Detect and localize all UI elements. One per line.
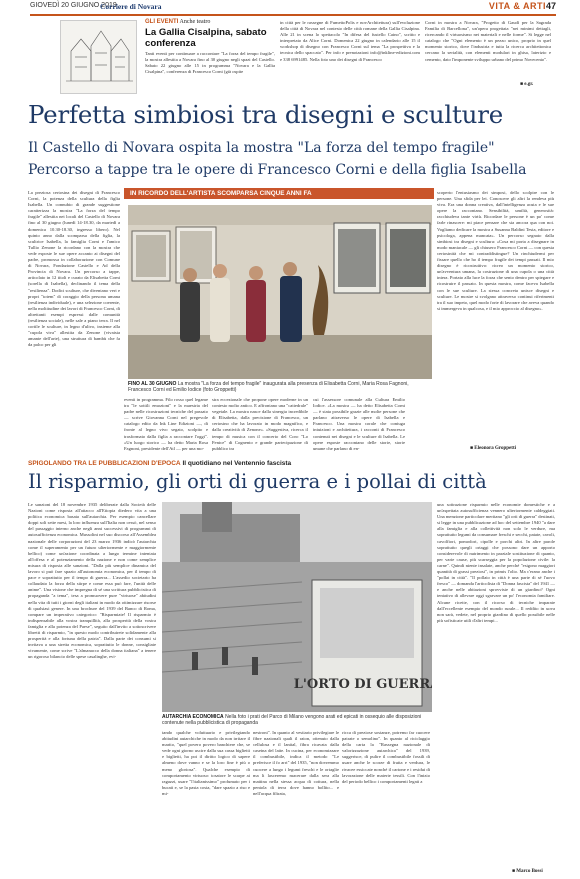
bottom-col3: nestroni". In quanto al vestiario privilegiare le fibre nazionali quali il raion, ottenuto dalla cellulosa e il lanital, fibra ricavata dalla caseina del latte. In cucina, per economizzare il combustibile, indica il metodo "Le preferisce il fo arri" del 1935, "non dovremmo cuocere a lungo i legumi freschi e le ortaglie ma li lasceremo macerare dalla sera alla mattina nella stessa acqua di cottura, nella pentola di terra dove hanno bollito... e nell'acqua filtrata, xyxy=(253,730,339,796)
newspaper-name: Corriere di Novara xyxy=(100,2,162,11)
top-story-col1: Tanti eventi per continuare a raccontare "La forza del tempo fragile", la mostra allestita a Novara fino al 30 giugno negli spazi del Castello. Sabato 22 giugno alle 15 in programma "Novara e la Gallia Cisalpina", conferenza di Francesco Corni (già ospite xyxy=(145,51,275,75)
signature-text: e.gr. xyxy=(524,82,534,87)
gaudi-drawing-image xyxy=(60,20,137,94)
bottom-headline: Il risparmio, gli orti di guerra e i pollai di città xyxy=(28,470,487,493)
kicker-text: Anche teatro xyxy=(179,19,211,25)
top-story-col3: Corni in mostra a Novara, "Progetto di Gaudí per la Sagrada Familia di Barcellona", un'opera progettata "nei minimi dettagli, ricercando il virtuosismo nei materiali e nelle forme". Si legge nel catalogo che "Ogni elemento è un pezzo unico, proprio in quel momento storico, dove l'industria e tutta la ricerca architettonica cercano la serialità, con elementi modulari in ghisa, laterizio e cemento, dato l'imponente sviluppo urbano del primo Novecento". xyxy=(425,20,551,62)
exhibition-photo-caption xyxy=(128,381,432,394)
main-col-b3: cui l'assessore comunale alla Cultura Emilio Iodice. «La mostra — ha detto Elisabetta Corni — è stata possibile grazie alle molte persone che parlano attraverso le opere di Isabella e Francesco. Una mostra corale che coniuga intuizioni e architettura, i racconti di Francesco contenuti nei disegni e le sculture di Isabella. Le opere esposte raccontano delle storie, storie umane che parlano di en- xyxy=(313,397,405,451)
bottom-col4: ricca di preziose sostanze, potremo far cuocere patrate o semolino". In quanto al riciclaggio della carta la "Rassegna nazionale di valorizzazione autarchica" del 1939, suggerisce, di pulire il combustibile fossili di usare anche le scorze di frutta e verdura, le rivacee essiccate nonché il cartone e i residui di lavorazione delle materie tessili. Con l'inizio del periodo bellico i comportamenti legati a xyxy=(342,730,430,784)
main-col-b1: eventi in programma. Filo rosso quel legame tra "le sottili emozioni" e la maestria del padre nelle ricostruzioni tecniche del passato — scrive Giovanna Corni nel pregevole catalogo edito da Ink Line Edizioni —, di fronte al legno vivo segato, scolpito e trasformato dalla figlia a raccontare l'oggi". «Un luogo storico — ha detto Maria Rosa Fagnoni, presidente dell'Atl — per una mo- xyxy=(124,397,208,451)
main-col-b2: stra eccezionale che propone opere moderne in un contesto molto antico. E affrontano una "cattedrale" vegetale. La mostra nasce dalla sinergia incredibile di Elisabetta, dalla precisione di Francesco, un certosino che ha lavorato in modo magnifico, e dalla creatività di Zenone». «Suggestiva, ricerca il tempo di musica con il concerto del Coro "Lo Fenice" di Cognento e grande partecipazione di pubblico tra xyxy=(212,397,308,451)
poster-title: L'ORTO DI GUERRA xyxy=(293,677,432,692)
main-subtitle-1: Il Castello di Novara ospita la mostra "La forza del tempo fragile" xyxy=(28,140,495,156)
top-story-title: La Gallia Cisalpina, sabato conferenza xyxy=(145,27,267,49)
main-subtitle-2: Percorso a tappe tra le opere di Francesco Corni e della figlia Isabella xyxy=(28,162,527,178)
top-story-signature: ■ e.gr. xyxy=(520,82,534,87)
caption-label: AUTARCHIA ECONOMICA xyxy=(162,714,224,720)
section-title: VITA & ARTI xyxy=(488,1,546,11)
main-col-right: scoperto l'entusiasmo dei simposi, dello scolpire con le persone. Una sfida per lei. Conoscere gli altri la rendeva più viva. Era una donna creativa, dall'intelligenza acuta e le sue opere la raccontano. Sensibilità, umiltà, generosità: racchiudeva tante virtù. Ricordare le persone è un po' come farle rinascere: mi piace pensare che sia ancora qua con noi. Vogliamo dedicare la mostra a Susanna Baldini Testa, editore e psicologa, appena mancata». Un percorso segnato dalla simbiosi tra disegni e scultura: «Cosa mi porta a disegnare in modo maniacale — gli chiusero Francesco Corni — con questa certosinità che mi contraddistingue? Un rinchiudermi per fissare quello che ho il tempo fragile dei tempi passati. Il mio disegno è ricostruttivo: ricreo un momento storico, un'avventura umana, la costruzione di una cupola o una città intera. Portato alla luce la forza che sento dentro per spiegare e ricostruire il passato. In questa mostra, come faceva Isabella con le sue sculture. La stessa concreta unisce disegni e sculture. Le mostre si svolgano attraverso continui riferimenti tra il suo impeto, quel modo forte di lavorare che aveva quando si immergeva in qualcosa, e il mio approccio al disegno». xyxy=(437,190,554,311)
header-date: GIOVEDÌ 20 GIUGNO 2019 xyxy=(30,2,117,9)
bottom-col2: tando qualche voluttuario e privilegiando abitudini autarchiche in modo da non irritare il marito, "quel povero povero banchiere che, se vede ogni giorno uscire dalla sua cassa biglietti e biglietti, ha poi il diritto logico di sapere almeno dove vanno e se la loro fine è più o meno gloriosa". Qualche esempio di comportamento virtuoso: tosatore le scarpe ai ragazzi, usare "l'italianissimo" profumato per i bucati e, se la pasta costa, "dare spazio a riso e mi- xyxy=(162,730,250,796)
main-headline: Perfetta simbiosi tra disegni e sculture xyxy=(28,100,504,129)
main-story-signature: ■ Eleonora Groppetti xyxy=(470,446,516,451)
signature-text: Marco Bossi xyxy=(516,869,543,874)
bottom-story-signature: ■ Marco Bossi xyxy=(512,869,543,874)
page-number: 47 xyxy=(545,1,556,11)
header-rule xyxy=(30,14,556,16)
caption-label: FINO AL 30 GIUGNO xyxy=(128,381,177,387)
caption-text: Nella foto i prati del Parco di Milano vengono arati ed epicati in ossequio alle disposizioni contenute nella pubblicistica di propaganda xyxy=(162,714,422,727)
signature-text: Eleonora Groppetti xyxy=(474,446,516,451)
war-garden-photo xyxy=(162,502,432,712)
bottom-col5: una sottrazione risparmio nelle economie domestiche e a un'aspettata autosufficienza vennero ulteriormente caldeggiati. Una menzione particolare meritano "gli orti di guerra" destinati, si legge in una pubblicazione ad hoc del settembre 1940 "a dare alla famiglia e alla collettività non solo le verdure, ma soprattutto legumi da consumare freschi e secchi, patate, cavoli, cavolfiori, pomodori, cipolle e porchi altri. In altre parole soprattutto quegli ortaggi che possono dare un apporto considerevole di nutrimento in parziale sostituzione di quanto, per varie cause, più scarseggia per la popolazione civile: la carne". Quindi niente insalate, anche perché "esigono maggiori quantità di grassi preziosi", in primis l'olio. Ma c'erano anche i "pollai in città". "Il pollaio in città è una parte di sé l'uovo fresco" — domanda l'articolista di "Donna fascista" del 1941 — e anche nelle abitazioni sprovviste di un giardino? Ogni tentativo di allevare oggi sgravare un po' l'economia familiare. Alcune ricette, con il ricorso di tecniche imparate dall'eccellente esempio del mondo rurale... Il reddito in uova non sarà, vedete, nel proprio giardino di quello possibile nelle più sofisticate utili d'altri tempi... xyxy=(437,502,555,623)
bottom-col1: Le sanzioni del 18 novembre 1935 deliberate dalla Società delle Nazioni come risposta all'attacco all'Etiopia diedero vita a una politica economica basata sull'autarchia. Per esempio cancellare doppi soli sette mesi, la loro influenza sull'Italia non cessò, nel senso del passaggio interno anche negli anni successivi di programmi di autosufficienza economica. Mussolini nel suo discorso all'Assemblea nazionale delle corporazioni del 23 marzo 1936 indicò l'autarchia come il superamento per un futuro ulteriormente e maggiormente bellico) come un'azione coordinata a lungo termine intentata all'offesa e al potenziamento della nazione e non come semplice misura di risposta alle sanzioni. "Dalla più semplice dinamica del lavoro si può fare spazio all'autonomia economica, per il tempo di pace e soprattutto per il tempo di guerra... L'assedio societario ha collaudato la forza della stirpe e come essa può fare, l'unità delle anime". Una visione che impregna di sé una scrittura pubblicistica di propaganda "a tema", tesa a promuovere pure "virtuose" abitudini nella vita di tutti i giorni degli italiani in modo da ottimizzare risorse di qualsiasi genere. In una brochure del 1939 del Banco di Roma, compare un imperativo categorico: "Risparmiate! Il risparmio è indispensabile alla vostra tranquillità, alla prosperità della vostra famiglia e alla potenza del Paese", seguito dall'invito a sottoscrivere libretti di risparmio, "in questo modo contribuirete solidamente alla prosperità e alla fortuna della patria". Dalla parte dei consumi si invitava a una stretta economica, soprattutto le donne, consigliate vivamente, come scrive "L'almanacco della donna italiana" a tenere un rigoroso bilancio delle spese casalinghe, evi- xyxy=(28,502,156,660)
bottom-kicker xyxy=(28,460,291,467)
main-col-left: La preziosa certosina dei disegni di Francesco Corni, la potenza della scultura della figlia Isabella. Un connubio di grande suggestione caratterizza la mostra "La forza del tempo fragile" allestita nei locali del Castello di Novara fino al 30 giugno (lunedì 14-18.30, da martedì a domenica 10.30-18.30, ingresso libero). Nel quinto anno dalla scomparsa della figlia, la scultrice Isabella, la famiglia Corni e l'amico Tullio Zenone la ricordano con la mostra che vede esposte le sue opere accanto ai disegni del padre, promossa in collaborazione con Comune di Novara, Fondazione Castello e Ad della Provincia di Novara. Un percorso a tappe, articolato in 12 titoli e curato da Elisabetta Corni (sorella di Isabella), declinando il tema della "resilienza". Dodici sculture, che diventano veri e propri "totem" di coraggio della persona umana (resilienza individuale), e una selezione coerente, nella moltitudine dei lavori di Francesco Corni, di altrettanti esempi espressi dalle comunità (resilienza sociale), nelle sale a piano terra. Il nel cortile le sculture, in legno d'ulivo, insieme alla "cupola viva" allestita da Zenone (vivaista amante dell'arte), una struttura di bambù che fa da palco per gli xyxy=(28,190,120,348)
kicker-label: GLI EVENTI xyxy=(145,19,179,25)
exhibition-photo xyxy=(128,205,432,379)
top-kicker xyxy=(145,19,210,25)
kicker-label: SPIGOLANDO TRA LE PUBBLICAZIONI D'EPOCA xyxy=(28,460,181,467)
war-garden-caption xyxy=(162,714,430,727)
kicker-text: Il quotidiano nel Ventennio fascista xyxy=(182,460,292,467)
top-story-col2: in città per le rassegne di FumettoPolis e novArchitettura) sull'evoluzione della città di Novara nel contesto delle città romane della Gallia Cisalpina. Alle 21 in scena lo spettacolo "In difesa del fustello Caino", scritto e interpretato da Alice Corni. Domenica 22 giugno in calendario alle 15 il workshop di disegno con Francesco Corni sul tema "La prospettiva e la tecnica dello spaccato". Per info e prenotazioni info@inkline-edizioni.com e 338 6991485. Nella foto uno dei disegni di Francesco xyxy=(280,20,420,62)
caption-text: La mostra "La forza del tempo fragile" inaugurata alla presenza di Elisabetta Corni, Maria Rosa Fagnoni, Francesco Corni ed Emilio Iodice (foto Groppetti) xyxy=(128,381,409,394)
memorial-banner: IN RICORDO DELL'ARTISTA SCOMPARSA CINQUE ANNI FA xyxy=(124,188,434,199)
